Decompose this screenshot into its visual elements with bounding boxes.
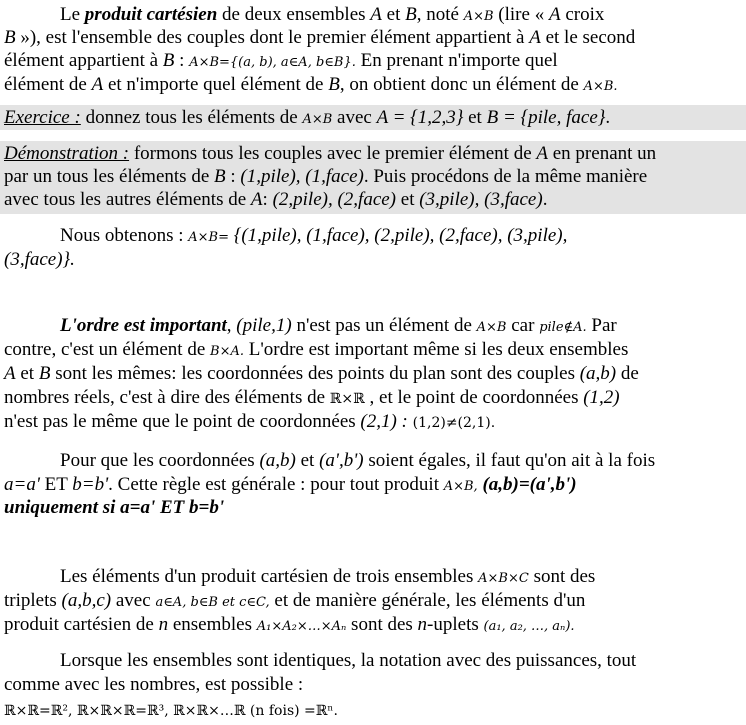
demo-line-2: par un tous les éléments de B : (1,pile), (1,face). Puis procédons de la même manière <box>4 166 648 187</box>
triple-line-3: produit cartésien de n ensembles A₁×A₂×…×Aₙ sont des n-uplets (a₁, a₂, …, aₙ). <box>4 614 575 635</box>
math-BxA: B×A. <box>210 344 244 359</box>
powers-line-3 <box>4 699 338 722</box>
math-pile-not-in-A: pile∉A. <box>539 320 587 335</box>
math-points-not-equal: (1,2)≠(2,1). <box>412 415 496 431</box>
demo-line-1: Démonstration : formons tous les couples avec le premier élément de A en prenant un <box>4 143 657 164</box>
math-AxBxC: A×B×C <box>478 571 529 586</box>
math-n-product: A₁×A₂×…×Aₙ <box>256 619 347 634</box>
order-line-4: nombres réels, c'est à dire des éléments de ℝ×ℝ , et le point de coordonnées (1,2) <box>4 387 620 408</box>
exercise-label: Exercice : <box>4 107 81 128</box>
math-AxB: A×B, <box>443 479 478 494</box>
demo-line-3: avec tous les autres éléments de A: (2,pile), (2,face) et (3,pile), (3,face). <box>4 189 548 210</box>
intro-line-4: élément de A et n'importe quel élément de B, on obtient donc un élément de A×B. <box>4 74 618 95</box>
triple-line-2: triplets (a,b,c) avec a∈A, b∈B et c∈C, et de manière générale, les éléments d'un <box>4 590 586 611</box>
term-produit-cartesien: produit cartésien <box>84 4 218 25</box>
exercise-line: Exercice : donnez tous les éléments de A×B avec A = {1,2,3} et B = {pile, face}. <box>4 107 611 128</box>
math-AxB: A×B <box>302 112 333 127</box>
order-line-5: n'est pas le même que le point de coordonnées (2,1) : (1,2)≠(2,1). <box>4 411 496 432</box>
powers-line-1: Lorsque les ensembles sont identiques, la notation avec des puissances, tout <box>60 650 637 671</box>
math-powers: ℝ×ℝ=ℝ², ℝ×ℝ×ℝ=ℝ³, ℝ×ℝ×…ℝ (n fois) =ℝⁿ. <box>4 703 338 719</box>
triple-line-1: Les éléments d'un produit cartésien de trois ensembles A×B×C sont des <box>60 566 596 587</box>
equality-condition: uniquement si a=a' ET b=b' <box>4 497 225 518</box>
demo-label: Démonstration : <box>4 143 130 164</box>
equality-rule: (a,b)=(a',b') <box>482 474 577 495</box>
result-line-2: (3,face)}. <box>4 249 75 270</box>
powers-line-2: comme avec les nombres, est possible : <box>4 674 304 695</box>
math-AxB: A×B <box>476 320 507 335</box>
math-RxR: ℝ×ℝ <box>329 391 365 407</box>
equal-line-2: a=a' ET b=b'. Cette règle est générale : pour tout produit A×B, (a,b)=(a',b') <box>4 474 577 495</box>
intro-line-1: Le produit cartésien de deux ensembles A et B, noté A×B (lire « A croix <box>60 4 605 25</box>
equal-line-1: Pour que les coordonnées (a,b) et (a',b') soient égales, il faut qu'on ait à la fois <box>60 450 656 471</box>
result-line-1: Nous obtenons : A×B= {(1,pile), (1,face), (2,pile), (2,face), (3,pile), <box>60 225 568 246</box>
equal-line-3 <box>4 497 224 519</box>
math-AxB-equals: A×B= <box>188 230 229 245</box>
math-membership: a∈A, b∈B et c∈C, <box>155 595 270 610</box>
math-AxB: A×B <box>463 9 494 24</box>
math-n-uplet: (a₁, a₂, …, aₙ). <box>483 619 575 634</box>
intro-line-2: B »), est l'ensemble des couples dont le premier élément appartient à A et le second <box>4 27 636 48</box>
math-cartesian-definition: A×B={(a, b), a∈A, b∈B}. <box>189 55 356 70</box>
order-line-3: A et B sont les mêmes: les coordonnées des points du plan sont des couples (a,b) de <box>4 363 639 384</box>
order-heading: L'ordre est important <box>60 315 227 336</box>
order-line-2: contre, c'est un élément de B×A. L'ordre est important même si les deux ensembles <box>4 339 629 360</box>
order-line-1: L'ordre est important, (pile,1) n'est pas un élément de A×B car pile∉A. Par <box>60 315 617 336</box>
intro-line-3: élément appartient à B : A×B={(a, b), a∈A, b∈B}. En prenant n'importe quel <box>4 50 558 71</box>
math-AxB: A×B. <box>583 79 618 94</box>
